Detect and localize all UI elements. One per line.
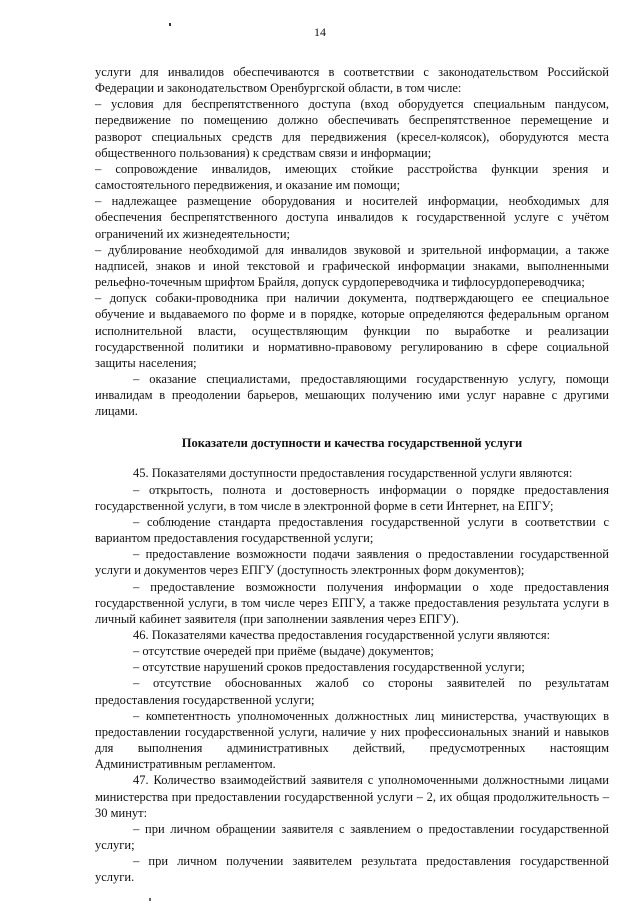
list-item: – сопровождение инвалидов, имеющих стойкие расстройства функции зрения и самостоятельного передвижения, и оказание им помощи; [95, 161, 609, 193]
list-item: – открытость, полнота и достоверность информации о порядке предоставления государственной услуги, в том числе в электронной форме в сети Интернет, на ЕПГУ; [95, 482, 609, 513]
paragraph: 47. Количество взаимодействий заявителя с уполномоченными должностными лицами министерства при предоставлении государственной услуги – 2, их общая продолжительность – 30 минут: [95, 773, 609, 820]
list-item: – допуск собаки-проводника при наличии документа, подтверждающего ее специальное обучение и выдаваемого по форме и в порядке, которые определяются федеральным органом исполнительной власти, осуществляющим функции по выработке и реализации государственной политики и нормативно-правовому регулированию в сфере социальной защиты населения; [95, 291, 609, 370]
list-item: – отсутствие нарушений сроков предоставления государственной услуги; [133, 660, 525, 675]
paragraph: 45. Показателями доступности предоставления государственной услуги являются: [133, 466, 573, 481]
page-number: 14 [314, 25, 326, 39]
paragraph: услуги для инвалидов обеспечиваются в соответствии с законодательством Российской Федерации и законодательством Оренбургской области, в том числе: [95, 65, 609, 96]
list-item: – при личном обращении заявителя с заявлением о предоставлении государственной услуги; [95, 821, 609, 853]
list-item: – оказание специалистами, предоставляющими государственную услугу, помощи инвалидам в преодолении барьеров, мешающих получению ими услуг наравне с другими лицами. [95, 371, 609, 419]
list-item: – соблюдение стандарта предоставления государственной услуги в соответствии с вариантом предоставления государственной услуги; [95, 514, 609, 546]
document-body [95, 64, 609, 886]
list-item: – условия для беспрепятственного доступа (вход оборудуется специальным пандусом, передвижение по помещению должно обеспечивать беспрепятственное перемещение и разворот специальных средств для передвижения (кресел-колясок), оборудуются места общественного пользования) к средствам связи и информации; [95, 97, 609, 160]
section-heading: Показатели доступности и качества государственной услуги [181, 436, 523, 451]
paragraph: 46. Показателями качества предоставления государственной услуги являются: [133, 628, 551, 642]
list-item: – дублирование необходимой для инвалидов звуковой и зрительной информации, а также надписей, знаков и иной текстовой и графической информации знаками, выполненными рельефно-точечным шрифтом Брайля, допуск сурдопереводчика и тифлосурдопереводчика; [95, 242, 609, 290]
list-item: – надлежащее размещение оборудования и носителей информации, необходимых для обеспечения беспрепятственного доступа инвалидов к государственной услуге с учётом ограничений их жизнедеятельности; [95, 194, 609, 241]
scan-speck [149, 898, 151, 901]
list-item: – предоставление возможности подачи заявления о предоставлении государственной услуги и документов через ЕПГУ (доступность электронных форм документов); [95, 547, 609, 578]
list-item: – при личном получении заявителем результата предоставления государственной услуги. [95, 854, 609, 885]
list-item: – отсутствие очередей при приёме (выдаче) документов; [133, 644, 434, 659]
list-item: – предоставление возможности получения информации о ходе предоставления государственной услуги, в том числе через ЕПГУ, а также предоставления результата услуги в личный кабинет заявителя (при заполнении заявления через ЕПГУ). [95, 579, 609, 626]
list-item: – отсутствие обоснованных жалоб со стороны заявителей по результатам предоставления государственной услуги; [95, 676, 609, 707]
list-item: – компетентность уполномоченных должностных лиц министерства, участвующих в предоставлении государственной услуги, наличие у них профессиональных знаний и навыков для выполнения административных действий, предусмотренных настоящим Административным регламентом. [95, 708, 609, 772]
